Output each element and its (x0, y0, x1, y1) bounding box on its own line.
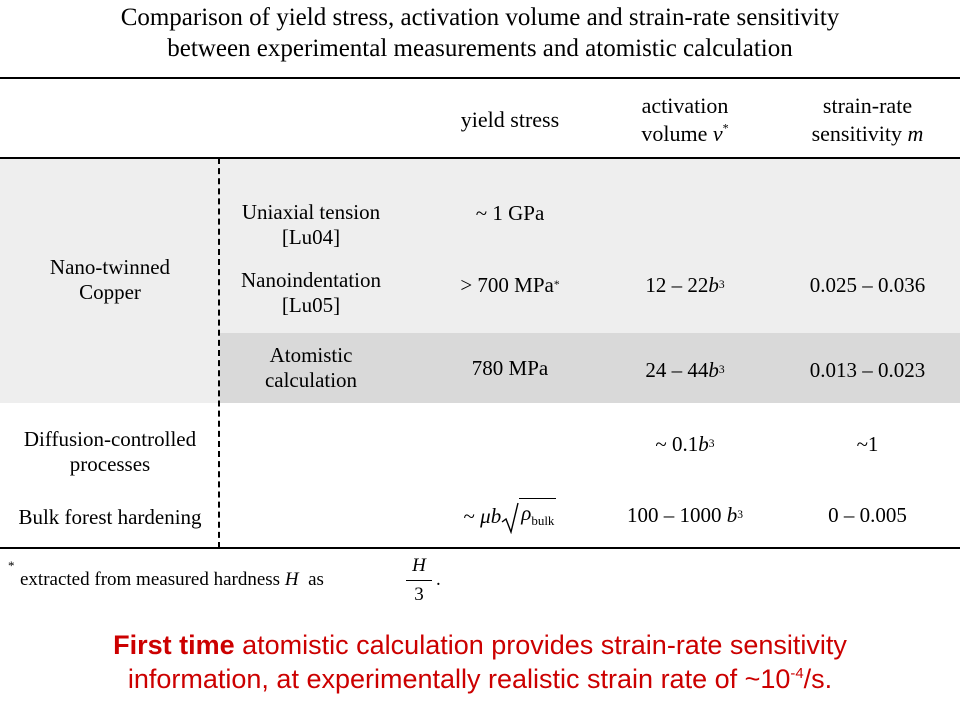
forest-label (0, 500, 220, 534)
bottom-rule (0, 547, 960, 549)
forest-activation-b: b (726, 502, 738, 527)
footnote-text-main: extracted from measured hardness (20, 569, 281, 590)
nano-twinned-line-2: Copper (79, 280, 141, 304)
forest-yield-mu: μ (480, 503, 491, 528)
header-srs (775, 85, 960, 155)
nano-twinned-line-1: Nano-twinned (49, 255, 171, 279)
header-activation-line-1: activation (641, 93, 729, 118)
conclusion-text-1: atomistic calculation provides strain-rate sensitivity (234, 630, 847, 660)
title-line-1: Comparison of yield stress, activation volume and strain-rate sensitivity (120, 4, 840, 31)
title-line-2: between experimental measurements and atomistic calculation (167, 35, 793, 62)
nano-twinned-label (0, 240, 220, 320)
header-activation-volume-word: volume (641, 121, 708, 146)
forest-yield-b: b (490, 503, 502, 528)
forest-yield-rho-sub: bulk (531, 513, 555, 529)
diffusion-label (0, 422, 220, 482)
header-yield-stress-label: yield stress (460, 107, 560, 132)
header-srs-word: sensitivity (811, 121, 903, 146)
table-title (0, 2, 960, 64)
footnote-period: . (436, 569, 441, 590)
dashed-divider (218, 158, 220, 548)
atomistic-srs-value: 0.013 – 0.023 (809, 357, 926, 382)
conclusion-text-2: information, at experimentally realistic strain rate of ~10 (127, 664, 791, 694)
uniaxial-yield-value: ~ 1 GPa (475, 200, 545, 225)
diffusion-activation-b: b (698, 431, 709, 456)
diffusion-activation-value: ~ 0.1 (655, 431, 699, 456)
nanoindentation-activation-value: 12 – 22 (645, 272, 709, 297)
diffusion-srs (775, 427, 960, 461)
uniaxial-yield (420, 198, 600, 228)
diffusion-label-line-1: Diffusion-controlled (23, 427, 197, 451)
footnote (8, 550, 568, 610)
top-rule (0, 77, 960, 79)
uniaxial-method-line-2: [Lu04] (281, 225, 341, 249)
nanoindentation-yield-value: > 700 MPa (460, 272, 554, 297)
forest-yield (420, 496, 600, 536)
header-activation-star: * (722, 121, 729, 136)
conclusion-line-2 (0, 662, 960, 696)
diffusion-srs-value: ~1 (856, 431, 879, 456)
nanoindentation-srs-value: 0.025 – 0.036 (809, 272, 926, 297)
atomistic-method-line-2: calculation (264, 368, 358, 392)
sqrt-radicand (519, 498, 556, 533)
uniaxial-method (222, 195, 400, 255)
header-activation-line-2 (641, 120, 728, 148)
header-activation-symbol: v (712, 121, 723, 146)
footnote-symbol: H (284, 569, 299, 590)
nanoindentation-activation: 12 – 22 b 3 (645, 272, 725, 297)
footnote-as: as (308, 569, 324, 590)
forest-label-text: Bulk forest hardening (18, 504, 202, 529)
nanoindentation-method (222, 263, 400, 323)
header-rule (0, 157, 960, 159)
header-srs-line-2 (812, 120, 924, 148)
conclusion-bold: First time (113, 630, 235, 660)
nanoindentation-yield: > 700 MPa * (460, 272, 560, 297)
conclusion-line-1 (0, 628, 960, 662)
forest-yield-tilde: ~ (463, 503, 475, 528)
conclusion-text-3: /s. (803, 664, 833, 694)
fraction-numerator: H (412, 555, 426, 576)
fraction-bar (406, 580, 432, 581)
nanoindentation-srs (775, 268, 960, 302)
header-yield-stress (420, 85, 600, 155)
nanoindentation-method-line-2: [Lu05] (281, 293, 341, 317)
diffusion-label-line-2: processes (69, 452, 151, 476)
header-srs-line-1: strain-rate (822, 93, 913, 118)
atomistic-method-line-1: Atomistic (269, 343, 353, 367)
conclusion (0, 628, 960, 696)
diffusion-activation: ~ 0.1 b 3 (655, 431, 715, 456)
footnote-fraction (406, 554, 432, 607)
forest-srs-value: 0 – 0.005 (828, 502, 907, 527)
atomistic-activation-value: 24 – 44 (645, 357, 709, 382)
header-srs-symbol: m (907, 121, 924, 146)
forest-srs (775, 498, 960, 532)
atomistic-method (222, 338, 400, 398)
footnote-star: * (8, 558, 15, 573)
nanoindentation-method-line-1: Nanoindentation (241, 268, 381, 292)
atomistic-yield (420, 351, 600, 385)
forest-activation-value: 100 – 1000 (626, 502, 722, 527)
forest-activation: 100 – 1000 b 3 (626, 502, 744, 527)
header-activation-volume (605, 85, 765, 155)
atomistic-activation-b: b (708, 357, 719, 382)
sqrt-radical-icon (501, 502, 519, 534)
nanoindentation-activation-b: b (708, 272, 719, 297)
footnote-text (20, 569, 324, 591)
conclusion-exp: -4 (790, 666, 804, 682)
sqrt-symbol (501, 498, 556, 533)
atomistic-srs (775, 353, 960, 387)
atomistic-activation: 24 – 44 b 3 (645, 357, 725, 382)
fraction-denominator: 3 (414, 584, 424, 605)
atomistic-yield-value: 780 MPa (471, 355, 549, 380)
uniaxial-method-line-1: Uniaxial tension (241, 200, 381, 224)
forest-yield-rho: ρ (521, 501, 532, 526)
